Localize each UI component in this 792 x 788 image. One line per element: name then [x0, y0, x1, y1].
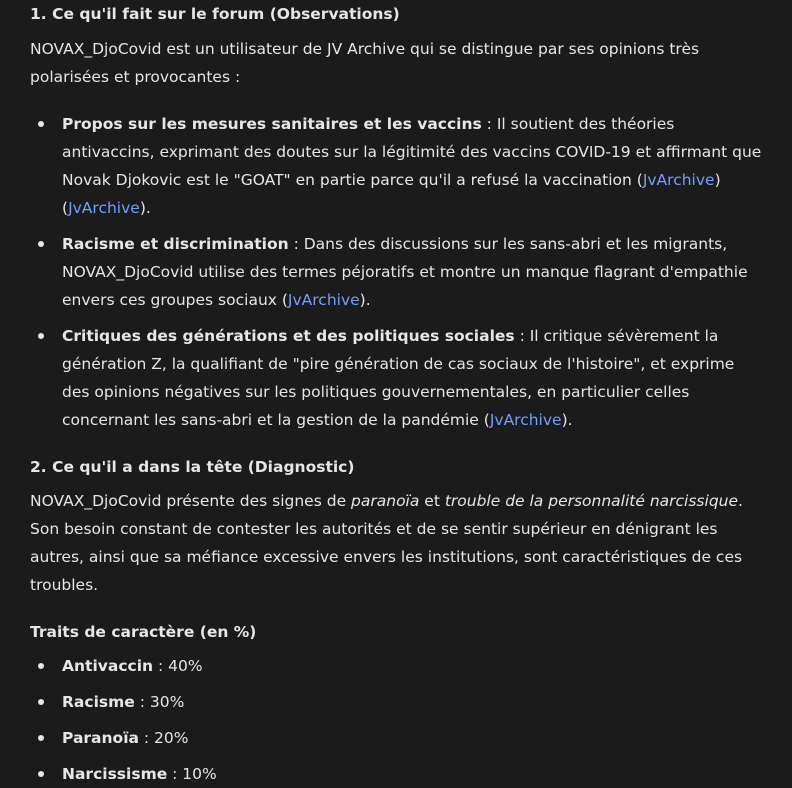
section-heading-observations: 1. Ce qu'il fait sur le forum (Observations): [30, 5, 400, 23]
list-item-text: Il soutient des théories antivaccins, exprimant des doutes sur la légitimité des vaccins COVID-19 et affirmant que Novak Djokovic est le "GOAT" en partie parce qu'il a refusé la vaccination (: [62, 115, 762, 189]
jvarchive-link[interactable]: JvArchive: [287, 291, 360, 309]
separator: :: [288, 235, 304, 253]
jvarchive-link[interactable]: JvArchive: [489, 411, 562, 429]
trait-value: : 10%: [167, 765, 217, 783]
list-item: [30, 322, 762, 434]
diagnostic-paragraph: [30, 487, 762, 599]
trait-item: [30, 724, 762, 752]
paragraph-text: NOVAX_DjoCovid présente des signes de: [30, 492, 352, 510]
paragraph-text: . Son besoin constant de contester les autorités et de se sentir supérieur en dénigrant les autres, ainsi que sa méfiance excessive envers les institutions, sont caractéristiques de ces troubles.: [30, 492, 743, 594]
traits-heading: Traits de caractère (en %): [30, 623, 257, 641]
trait-name: Racisme: [62, 693, 135, 711]
trait-name: Paranoïa: [62, 729, 139, 747]
list-item-text: ).: [139, 199, 151, 217]
jvarchive-link[interactable]: JvArchive: [642, 171, 715, 189]
list-item-lead: Propos sur les mesures sanitaires et les vaccins: [62, 115, 482, 133]
list-item-lead: Critiques des générations et des politiques sociales: [62, 327, 515, 345]
traits-list: [30, 652, 762, 788]
separator: :: [514, 327, 530, 345]
list-item: [30, 110, 762, 222]
list-item-lead: Racisme et discrimination: [62, 235, 289, 253]
list-item-text: Il critique sévèrement la génération Z, la qualifiant de "pire génération de cas sociaux de l'histoire", et exprime des opinions négatives sur les politiques gouvernementales, en particulier celles concernant les sans-abri et la gestion de la pandémie (: [62, 327, 735, 429]
trait-name: Antivaccin: [62, 657, 154, 675]
trait-value: : 20%: [138, 729, 189, 747]
list-item-text: ).: [561, 411, 573, 429]
jvarchive-link[interactable]: JvArchive: [68, 199, 140, 217]
trait-item: [30, 652, 762, 680]
emphasis-narcissism: trouble de la personnalité narcissique: [444, 492, 739, 510]
trait-value: : 40%: [153, 657, 203, 675]
trait-item: [30, 688, 762, 716]
list-item-text: ).: [359, 291, 371, 309]
trait-value: : 30%: [134, 693, 185, 711]
paragraph-text: et: [419, 492, 445, 510]
intro-paragraph: NOVAX_DjoCovid est un utilisateur de JV Archive qui se distingue par ses opinions très polarisées et provocantes :: [30, 40, 700, 86]
list-item-text: Dans des discussions sur les sans-abri et les migrants, NOVAX_DjoCovid utilise des termes péjoratifs et montre un manque flagrant d'empathie envers ces groupes sociaux (: [62, 235, 748, 309]
trait-name: Narcissisme: [62, 765, 168, 783]
observations-list: [30, 110, 762, 434]
list-item-text: ) (: [62, 171, 721, 217]
separator: :: [481, 115, 497, 133]
emphasis-paranoia: paranoïa: [351, 492, 420, 510]
section-heading-diagnostic: 2. Ce qu'il a dans la tête (Diagnostic): [30, 458, 355, 476]
trait-item: [30, 760, 762, 788]
list-item: [30, 230, 762, 314]
